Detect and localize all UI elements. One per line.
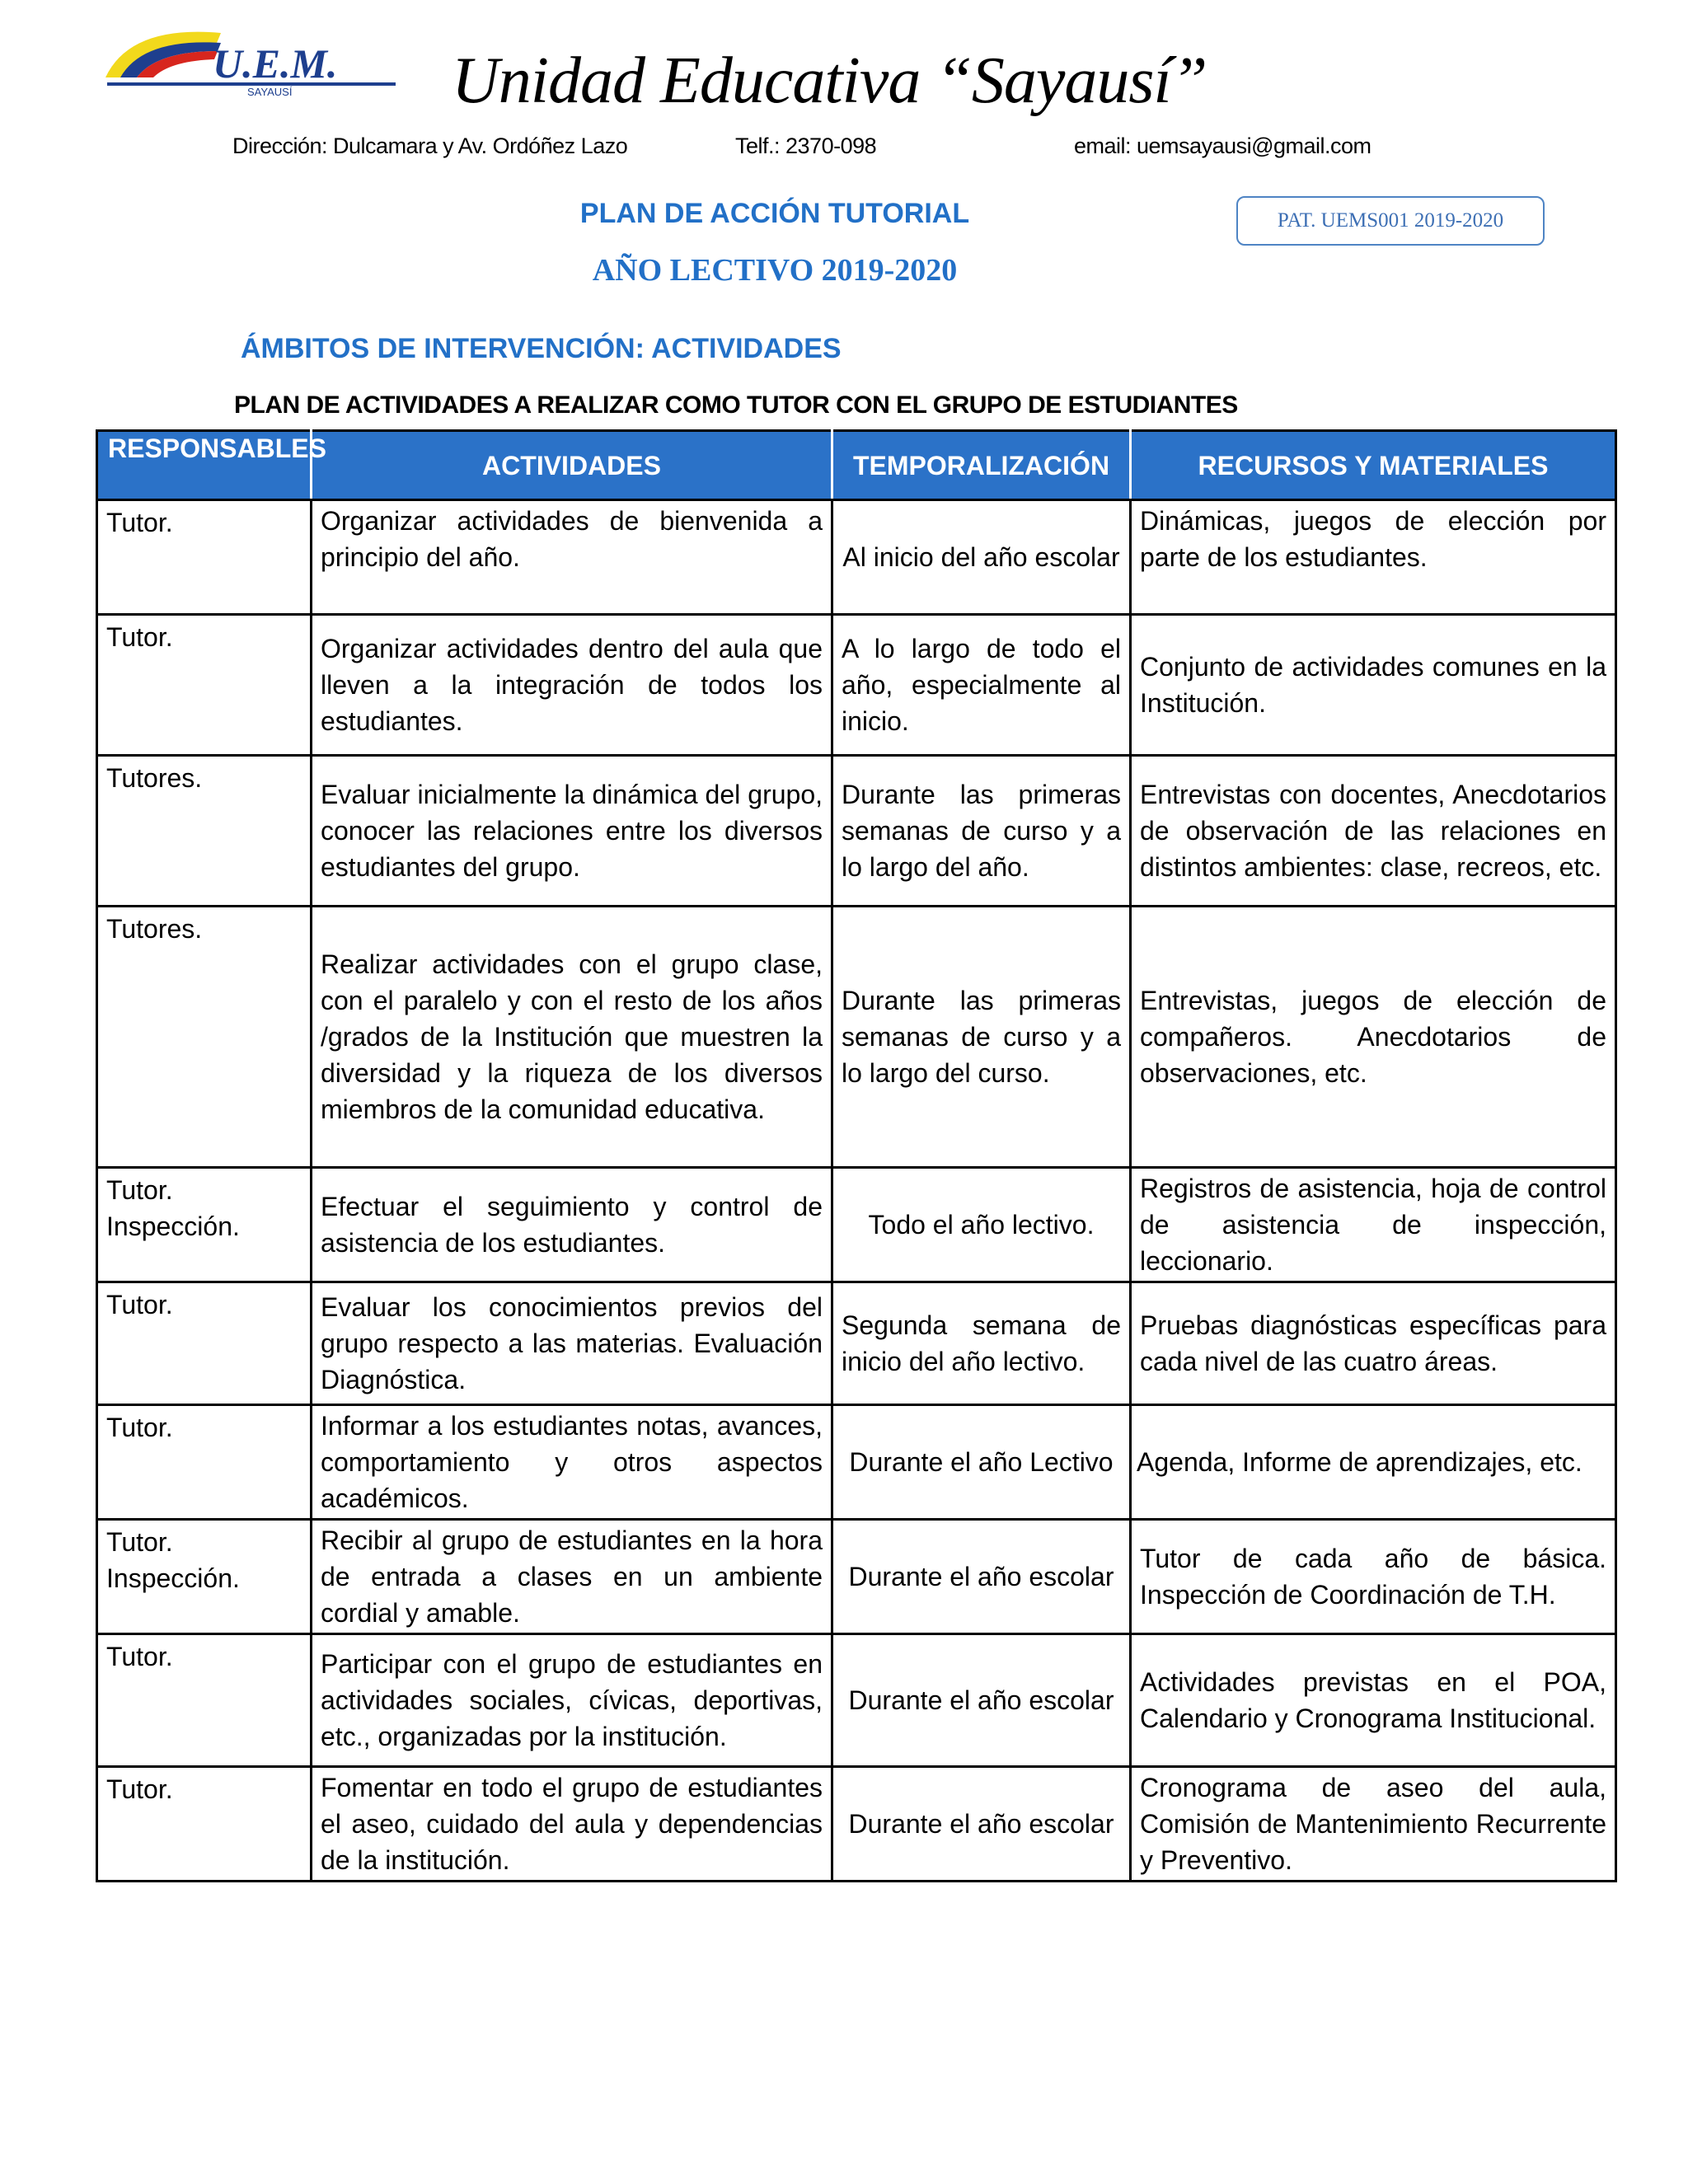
phone: Telf.: 2370-098 (735, 134, 877, 158)
table-row (97, 1767, 1616, 1882)
cell-temporalizacion: Al inicio del año escolar (832, 500, 1131, 615)
cell-recursos: Cronograma de aseo del aula, Comisión de Mantenimiento Recurrente y Preventivo. (1131, 1767, 1616, 1882)
cell-recursos: Actividades previstas en el POA, Calendario y Cronograma Institucional. (1131, 1634, 1616, 1767)
cell-actividades: Participar con el grupo de estudiantes en actividades sociales, cívicas, deportivas, etc., organizadas por la institución. (312, 1634, 832, 1767)
cell-temporalizacion: Segunda semana de inicio del año lectivo. (832, 1282, 1131, 1405)
header-responsables: RESPONSABLES (97, 431, 312, 500)
cell-recursos: Agenda, Informe de aprendizajes, etc. (1131, 1405, 1616, 1520)
cell-temporalizacion: Durante las primeras semanas de curso y a lo largo del curso. (832, 907, 1131, 1168)
cell-actividades: Organizar actividades de bienvenida a principio del año. (312, 500, 832, 615)
table-header-row (97, 431, 1616, 500)
address: Dirección: Dulcamara y Av. Ordóñez Lazo (232, 134, 628, 158)
cell-temporalizacion: Durante el año escolar (832, 1767, 1131, 1882)
cell-actividades: Recibir al grupo de estudiantes en la hora de entrada a clases en un ambiente cordial y amable. (312, 1520, 832, 1634)
cell-temporalizacion: Todo el año lectivo. (832, 1168, 1131, 1282)
table-row (97, 907, 1616, 1168)
cell-actividades: Fomentar en todo el grupo de estudiantes el aseo, cuidado del aula y dependencias de la institución. (312, 1767, 832, 1882)
cell-recursos: Registros de asistencia, hoja de control de asistencia de inspección, leccionario. (1131, 1168, 1616, 1282)
table-row (97, 756, 1616, 907)
logo-subtext: SAYAUSÍ (247, 86, 293, 98)
document-code: PAT. UEMS001 2019-2020 (1236, 196, 1545, 246)
cell-responsables: Tutor. Inspección. (97, 1168, 312, 1282)
cell-recursos: Tutor de cada año de básica. Inspección de Coordinación de T.H. (1131, 1520, 1616, 1634)
cell-actividades: Realizar actividades con el grupo clase, con el paralelo y con el resto de los años /grados de la Institución que muestren la diversidad y la riqueza de los diversos miembros de la comunidad educativa. (312, 907, 832, 1168)
logo-text: U.E.M. (213, 40, 338, 87)
section-heading: ÁMBITOS DE INTERVENCIÓN: ACTIVIDADES (241, 333, 842, 364)
school-year-title: AÑO LECTIVO 2019-2020 (592, 253, 958, 288)
table-row (97, 500, 1616, 615)
email: email: uemsayausi@gmail.com (1074, 134, 1372, 158)
cell-responsables: Tutor. (97, 1405, 312, 1520)
cell-responsables: Tutor. (97, 500, 312, 615)
cell-responsables: Tutor. (97, 1767, 312, 1882)
cell-responsables: Tutores. (97, 907, 312, 1168)
cell-actividades: Evaluar inicialmente la dinámica del grupo, conocer las relaciones entre los diversos estudiantes del grupo. (312, 756, 832, 907)
cell-recursos: Pruebas diagnósticas específicas para cada nivel de las cuatro áreas. (1131, 1282, 1616, 1405)
cell-responsables: Tutor. Inspección. (97, 1520, 312, 1634)
table-row (97, 615, 1616, 756)
institution-name: Unidad Educativa “Sayausí” (452, 45, 1207, 117)
table-row (97, 1282, 1616, 1405)
cell-actividades: Evaluar los conocimientos previos del grupo respecto a las materias. Evaluación Diagnóstica. (312, 1282, 832, 1405)
cell-recursos: Entrevistas con docentes, Anecdotarios de observación de las relaciones en distintos ambientes: clase, recreos, etc. (1131, 756, 1616, 907)
cell-actividades: Informar a los estudiantes notas, avances, comportamiento y otros aspectos académicos. (312, 1405, 832, 1520)
table-row (97, 1405, 1616, 1520)
cell-temporalizacion: Durante el año escolar (832, 1634, 1131, 1767)
header-actividades: ACTIVIDADES (312, 431, 832, 500)
table-title: PLAN DE ACTIVIDADES A REALIZAR COMO TUTOR CON EL GRUPO DE ESTUDIANTES (234, 391, 1238, 419)
cell-responsables: Tutor. (97, 1634, 312, 1767)
school-logo (97, 18, 402, 101)
cell-responsables: Tutor. (97, 1282, 312, 1405)
table-row (97, 1634, 1616, 1767)
header-recursos: RECURSOS Y MATERIALES (1131, 431, 1616, 500)
cell-recursos: Entrevistas, juegos de elección de compañeros. Anecdotarios de observaciones, etc. (1131, 907, 1616, 1168)
plan-title: PLAN DE ACCIÓN TUTORIAL (579, 198, 970, 229)
cell-responsables: Tutor. (97, 615, 312, 756)
activities-table (96, 429, 1617, 1882)
table-row (97, 1520, 1616, 1634)
table-row (97, 1168, 1616, 1282)
cell-actividades: Organizar actividades dentro del aula que lleven a la integración de todos los estudiantes. (312, 615, 832, 756)
cell-responsables: Tutores. (97, 756, 312, 907)
cell-temporalizacion: Durante las primeras semanas de curso y a lo largo del año. (832, 756, 1131, 907)
cell-actividades: Efectuar el seguimiento y control de asistencia de los estudiantes. (312, 1168, 832, 1282)
cell-temporalizacion: Durante el año Lectivo (832, 1405, 1131, 1520)
cell-recursos: Dinámicas, juegos de elección por parte de los estudiantes. (1131, 500, 1616, 615)
cell-temporalizacion: A lo largo de todo el año, especialmente al inicio. (832, 615, 1131, 756)
header-temporalizacion: TEMPORALIZACIÓN (832, 431, 1131, 500)
cell-temporalizacion: Durante el año escolar (832, 1520, 1131, 1634)
cell-recursos: Conjunto de actividades comunes en la Institución. (1131, 615, 1616, 756)
